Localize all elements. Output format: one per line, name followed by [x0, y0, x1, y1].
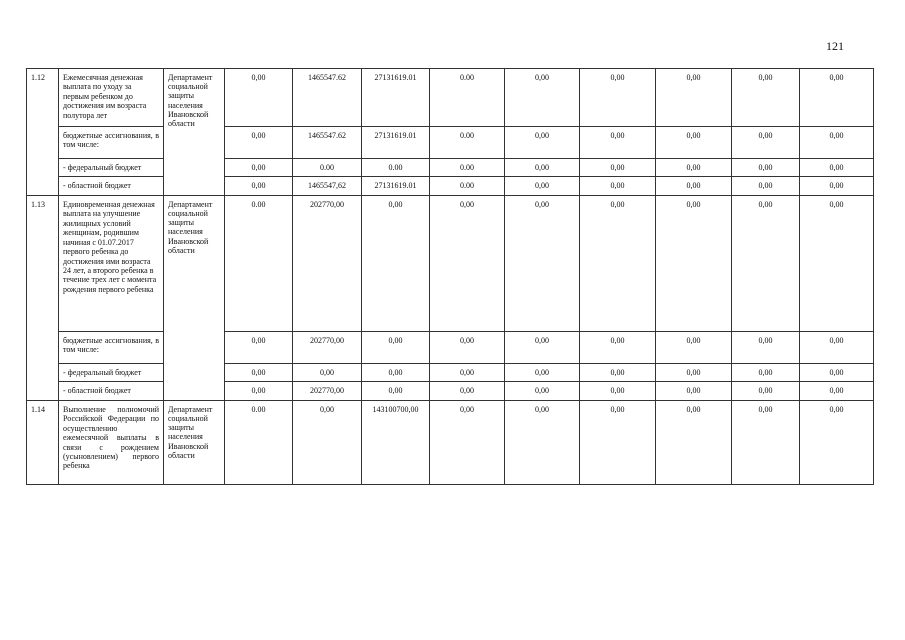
- row-title: Единовременная денежная выплата на улучшение жилищных условий женщинам, родившим начиная с 01.07.2017 первого ребенка до достижения ими возраста 24 лет, а второго ребенка в течение трех лет с момента рождения первого ребенка: [59, 195, 164, 331]
- table-row: [27, 195, 874, 331]
- value-cell: 0.00: [430, 69, 505, 127]
- value-cell: 202770,00: [293, 331, 362, 363]
- value-cell: 0,00: [430, 331, 505, 363]
- row-number: 1.12: [27, 69, 59, 196]
- row-title: Выполнение полномочий Российской Федерации по осуществлению ежемесячной выплаты в связи с рождением (усыновлением) первого ребенка: [59, 400, 164, 484]
- table-row: [27, 127, 874, 159]
- value-cell: 0,00: [505, 331, 580, 363]
- row-number: 1.13: [27, 195, 59, 400]
- value-cell: 27131619.01: [362, 177, 430, 195]
- row-label: - федеральный бюджет: [59, 363, 164, 381]
- value-cell: 0,00: [656, 159, 732, 177]
- value-cell: 0,00: [580, 331, 656, 363]
- table-row: [27, 177, 874, 195]
- value-cell: 0,00: [732, 69, 800, 127]
- value-cell: 0,00: [732, 195, 800, 331]
- value-cell: 0,00: [800, 127, 874, 159]
- value-cell: 0,00: [656, 400, 732, 484]
- value-cell: 0,00: [505, 363, 580, 381]
- value-cell: 0,00: [580, 69, 656, 127]
- value-cell: 0,00: [293, 400, 362, 484]
- budget-table: [26, 68, 874, 485]
- value-cell: 0,00: [430, 382, 505, 400]
- table-row: [27, 331, 874, 363]
- row-label: бюджетные ассигнования, в том числе:: [59, 127, 164, 159]
- value-cell: 0.00: [430, 127, 505, 159]
- value-cell: 0,00: [580, 400, 656, 484]
- table-row: [27, 363, 874, 381]
- value-cell: 0.00: [225, 400, 293, 484]
- value-cell: 0,00: [656, 69, 732, 127]
- value-cell: 202770,00: [293, 195, 362, 331]
- value-cell: 1465547,62: [293, 177, 362, 195]
- value-cell: 0,00: [505, 195, 580, 331]
- department-cell: Департамент социальной защиты населения Ивановской области: [164, 69, 225, 196]
- row-label: бюджетные ассигнования, в том числе:: [59, 331, 164, 363]
- value-cell: 0,00: [505, 69, 580, 127]
- value-cell: 27131619.01: [362, 69, 430, 127]
- value-cell: 0,00: [293, 363, 362, 381]
- value-cell: 0,00: [505, 400, 580, 484]
- value-cell: 0,00: [580, 177, 656, 195]
- value-cell: 0,00: [225, 363, 293, 381]
- table-row: [27, 382, 874, 400]
- value-cell: 0,00: [225, 127, 293, 159]
- value-cell: 0,00: [656, 363, 732, 381]
- value-cell: 0,00: [225, 177, 293, 195]
- value-cell: 0,00: [225, 159, 293, 177]
- value-cell: 0,00: [362, 363, 430, 381]
- value-cell: 0,00: [656, 177, 732, 195]
- value-cell: 0,00: [430, 400, 505, 484]
- value-cell: 0,00: [362, 195, 430, 331]
- value-cell: 0,00: [732, 127, 800, 159]
- value-cell: 0,00: [225, 382, 293, 400]
- department-cell: Департамент социальной защиты населения Ивановской области: [164, 195, 225, 400]
- value-cell: 0,00: [732, 363, 800, 381]
- value-cell: 0,00: [656, 382, 732, 400]
- value-cell: 27131619.01: [362, 127, 430, 159]
- value-cell: 0.00: [430, 159, 505, 177]
- value-cell: 202770,00: [293, 382, 362, 400]
- value-cell: 0,00: [580, 363, 656, 381]
- value-cell: 0,00: [505, 159, 580, 177]
- row-label: - областной бюджет: [59, 177, 164, 195]
- value-cell: 0,00: [800, 331, 874, 363]
- value-cell: 0,00: [800, 363, 874, 381]
- value-cell: 0,00: [656, 331, 732, 363]
- value-cell: 0,00: [732, 177, 800, 195]
- value-cell: 0,00: [362, 382, 430, 400]
- value-cell: 0,00: [505, 382, 580, 400]
- row-number: 1.14: [27, 400, 59, 484]
- value-cell: 0,00: [225, 69, 293, 127]
- value-cell: 0,00: [362, 331, 430, 363]
- value-cell: 0,00: [580, 195, 656, 331]
- row-label: - областной бюджет: [59, 382, 164, 400]
- value-cell: 143100700,00: [362, 400, 430, 484]
- value-cell: 0,00: [800, 69, 874, 127]
- value-cell: 0,00: [800, 159, 874, 177]
- row-title: Ежемесячная денежная выплата по уходу за первым ребенком до достижения им возраста полутора лет: [59, 69, 164, 127]
- value-cell: 0,00: [430, 195, 505, 331]
- value-cell: 0,00: [580, 382, 656, 400]
- value-cell: 0,00: [800, 382, 874, 400]
- department-cell: Департамент социальной защиты населения Ивановской области: [164, 400, 225, 484]
- value-cell: 0,00: [800, 195, 874, 331]
- table-row: [27, 159, 874, 177]
- value-cell: 0.00: [225, 195, 293, 331]
- value-cell: 1465547.62: [293, 127, 362, 159]
- value-cell: 0,00: [580, 159, 656, 177]
- row-label: - федеральный бюджет: [59, 159, 164, 177]
- value-cell: 0,00: [732, 331, 800, 363]
- value-cell: 0,00: [505, 177, 580, 195]
- value-cell: 1465547.62: [293, 69, 362, 127]
- value-cell: 0,00: [225, 331, 293, 363]
- value-cell: 0,00: [580, 127, 656, 159]
- value-cell: 0,00: [656, 195, 732, 331]
- value-cell: 0,00: [800, 177, 874, 195]
- value-cell: 0.00: [430, 177, 505, 195]
- value-cell: 0,00: [656, 127, 732, 159]
- value-cell: 0,00: [430, 363, 505, 381]
- value-cell: 0,00: [732, 159, 800, 177]
- value-cell: 0,00: [732, 382, 800, 400]
- value-cell: 0.00: [362, 159, 430, 177]
- value-cell: 0,00: [732, 400, 800, 484]
- table-row: [27, 69, 874, 127]
- value-cell: 0,00: [505, 127, 580, 159]
- value-cell: 0,00: [800, 400, 874, 484]
- page-number: 121: [826, 39, 844, 53]
- table-row: [27, 400, 874, 484]
- value-cell: 0.00: [293, 159, 362, 177]
